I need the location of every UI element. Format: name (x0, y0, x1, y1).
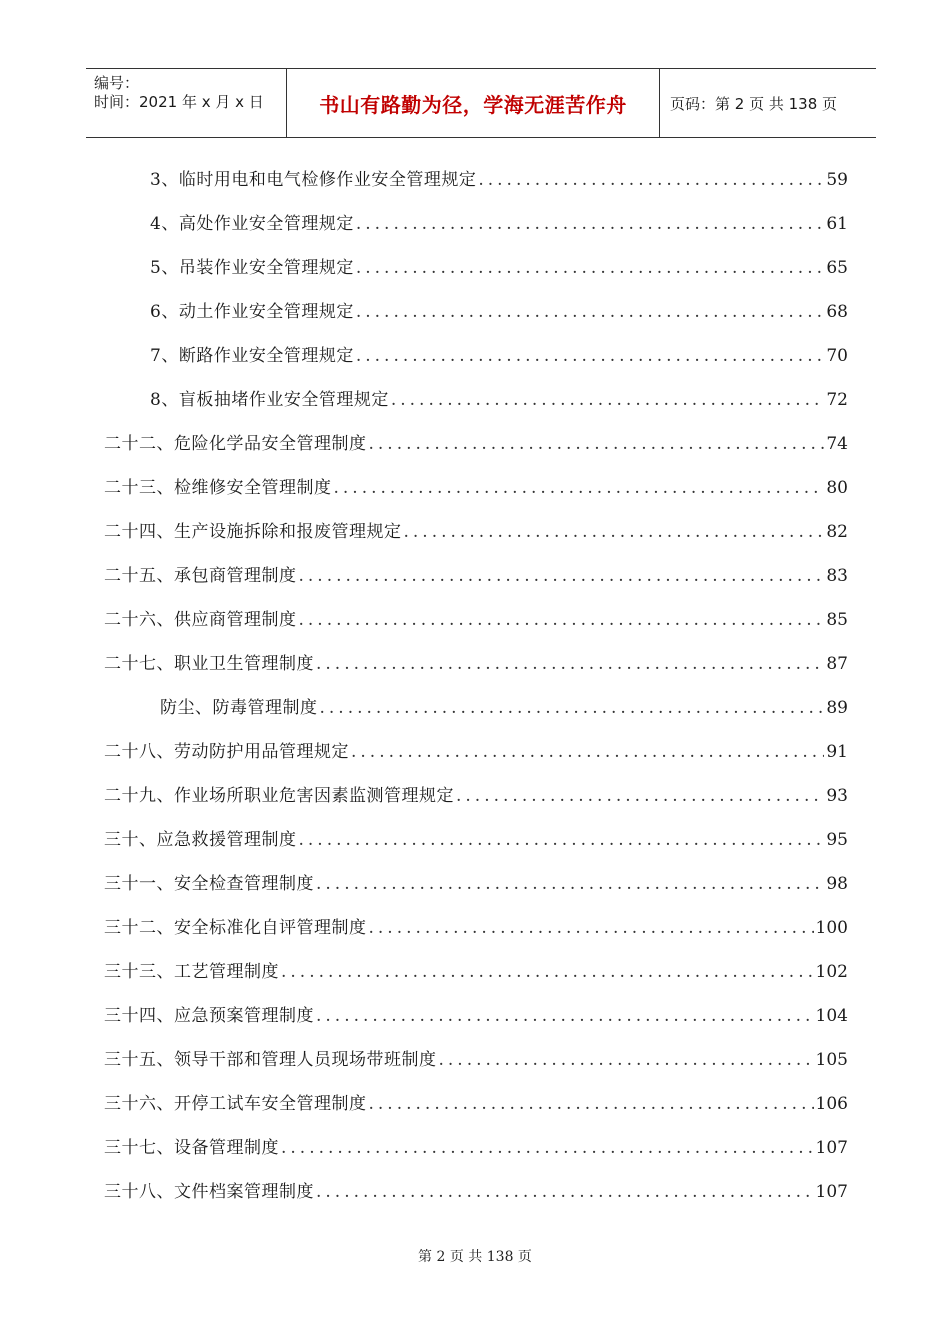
toc-entry-page: 100 (815, 918, 848, 938)
toc-dot-leader (369, 1091, 814, 1117)
toc-entry-page: 91 (826, 742, 848, 762)
toc-dot-leader (404, 519, 825, 545)
toc-entry[interactable] (104, 651, 848, 677)
toc-entry-page: 107 (815, 1138, 848, 1158)
toc-entry-page: 98 (826, 874, 848, 894)
toc-entry-title: 5、吊装作业安全管理规定 (150, 258, 354, 278)
toc-entry-page: 89 (826, 698, 848, 718)
document-time-label: 时间：2021 年 x 月 x 日 (94, 93, 264, 111)
toc-entry-title: 6、动土作业安全管理规定 (150, 302, 354, 322)
toc-entry[interactable] (150, 167, 848, 193)
toc-entry-title: 4、高处作业安全管理规定 (150, 214, 354, 234)
toc-entry-title: 二十三、检维修安全管理制度 (104, 478, 332, 498)
toc-entry-page: 72 (826, 390, 848, 410)
toc-dot-leader (456, 783, 824, 809)
toc-dot-leader (320, 695, 825, 721)
toc-entry-page: 74 (826, 434, 848, 454)
toc-entry[interactable] (104, 519, 848, 545)
toc-entry-page: 85 (826, 610, 848, 630)
toc-entry-page: 65 (826, 258, 848, 278)
toc-entry-title: 防尘、防毒管理制度 (160, 698, 318, 718)
toc-entry[interactable] (104, 1091, 848, 1117)
toc-entry-title: 三十四、应急预案管理制度 (104, 1006, 314, 1026)
toc-dot-leader (316, 651, 824, 677)
toc-entry[interactable] (150, 211, 848, 237)
toc-entry[interactable] (104, 1179, 848, 1205)
toc-entry[interactable] (104, 431, 848, 457)
toc-entry[interactable] (160, 695, 848, 721)
toc-entry-page: 80 (826, 478, 848, 498)
footer-page-number: 第 2 页 共 138 页 (418, 1249, 532, 1265)
toc-dot-leader (356, 299, 825, 325)
toc-entry-title: 二十六、供应商管理制度 (104, 610, 297, 630)
toc-entry-title: 二十五、承包商管理制度 (104, 566, 297, 586)
toc-entry-title: 7、断路作业安全管理规定 (150, 346, 354, 366)
toc-entry-page: 93 (826, 786, 848, 806)
toc-entry-page: 83 (826, 566, 848, 586)
toc-entry[interactable] (104, 607, 848, 633)
toc-entry-title: 8、盲板抽堵作业安全管理规定 (150, 390, 389, 410)
toc-entry-title: 二十二、危险化学品安全管理制度 (104, 434, 367, 454)
toc-entry-title: 三十八、文件档案管理制度 (104, 1182, 314, 1202)
toc-entry[interactable] (104, 959, 848, 985)
toc-entry-title: 二十九、作业场所职业危害因素监测管理规定 (104, 786, 454, 806)
toc-entry[interactable] (150, 255, 848, 281)
toc-entry-page: 59 (826, 170, 848, 190)
toc-dot-leader (391, 387, 825, 413)
toc-entry-page: 82 (826, 522, 848, 542)
toc-entry[interactable] (104, 475, 848, 501)
header-page-number: 页码：第 2 页 共 138 页 (670, 94, 838, 113)
toc-entry-title: 三十六、开停工试车安全管理制度 (104, 1094, 367, 1114)
toc-entry[interactable] (104, 563, 848, 589)
toc-entry-title: 三十一、安全检查管理制度 (104, 874, 314, 894)
toc-dot-leader (356, 255, 825, 281)
toc-entry[interactable] (104, 871, 848, 897)
header-page-cell (660, 69, 876, 137)
toc-entry[interactable] (104, 1003, 848, 1029)
toc-dot-leader (369, 915, 814, 941)
toc-dot-leader (478, 167, 824, 193)
toc-entry[interactable] (104, 1047, 848, 1073)
toc-dot-leader (299, 607, 825, 633)
header-motto: 书山有路勤为径，学海无涯苦作舟 (319, 92, 627, 117)
toc-entry-title: 三十七、设备管理制度 (104, 1138, 279, 1158)
header-info-cell (86, 69, 287, 137)
toc-entry-page: 106 (815, 1094, 848, 1114)
toc-dot-leader (334, 475, 825, 501)
toc-dot-leader (281, 959, 814, 985)
toc-entry-title: 三十、应急救援管理制度 (104, 830, 297, 850)
toc-entry-page: 102 (815, 962, 848, 982)
toc-entry-page: 105 (815, 1050, 848, 1070)
toc-entry[interactable] (104, 915, 848, 941)
header-motto-cell (287, 69, 660, 137)
toc-entry[interactable] (150, 343, 848, 369)
toc-dot-leader (316, 1179, 814, 1205)
toc-entry[interactable] (104, 827, 848, 853)
toc-dot-leader (356, 211, 825, 237)
toc-entry-title: 三十三、工艺管理制度 (104, 962, 279, 982)
toc-dot-leader (299, 827, 825, 853)
toc-entry[interactable] (104, 1135, 848, 1161)
toc-dot-leader (281, 1135, 814, 1161)
page-footer (0, 1246, 950, 1266)
toc-entry-page: 87 (826, 654, 848, 674)
toc-entry-page: 68 (826, 302, 848, 322)
toc-dot-leader (351, 739, 824, 765)
toc-entry-title: 三十二、安全标准化自评管理制度 (104, 918, 367, 938)
toc-entry-page: 61 (826, 214, 848, 234)
document-code-label: 编号： (94, 74, 140, 92)
toc-entry-title: 3、临时用电和电气检修作业安全管理规定 (150, 170, 477, 190)
page-header (86, 68, 876, 138)
toc-dot-leader (356, 343, 825, 369)
toc-entry[interactable] (104, 739, 848, 765)
toc-entry-title: 二十四、生产设施拆除和报废管理规定 (104, 522, 402, 542)
toc-dot-leader (316, 871, 824, 897)
toc-entry[interactable] (104, 783, 848, 809)
toc-entry-page: 70 (826, 346, 848, 366)
toc-dot-leader (299, 563, 825, 589)
toc-dot-leader (369, 431, 825, 457)
toc-entry[interactable] (150, 387, 848, 413)
toc-dot-leader (439, 1047, 814, 1073)
toc-dot-leader (316, 1003, 814, 1029)
toc-entry-title: 二十七、职业卫生管理制度 (104, 654, 314, 674)
toc-entry-page: 104 (815, 1006, 848, 1026)
toc-entry-page: 107 (815, 1182, 848, 1202)
toc-entry-title: 三十五、领导干部和管理人员现场带班制度 (104, 1050, 437, 1070)
toc-entry[interactable] (150, 299, 848, 325)
toc-entry-page: 95 (826, 830, 848, 850)
toc-entry-title: 二十八、劳动防护用品管理规定 (104, 742, 349, 762)
